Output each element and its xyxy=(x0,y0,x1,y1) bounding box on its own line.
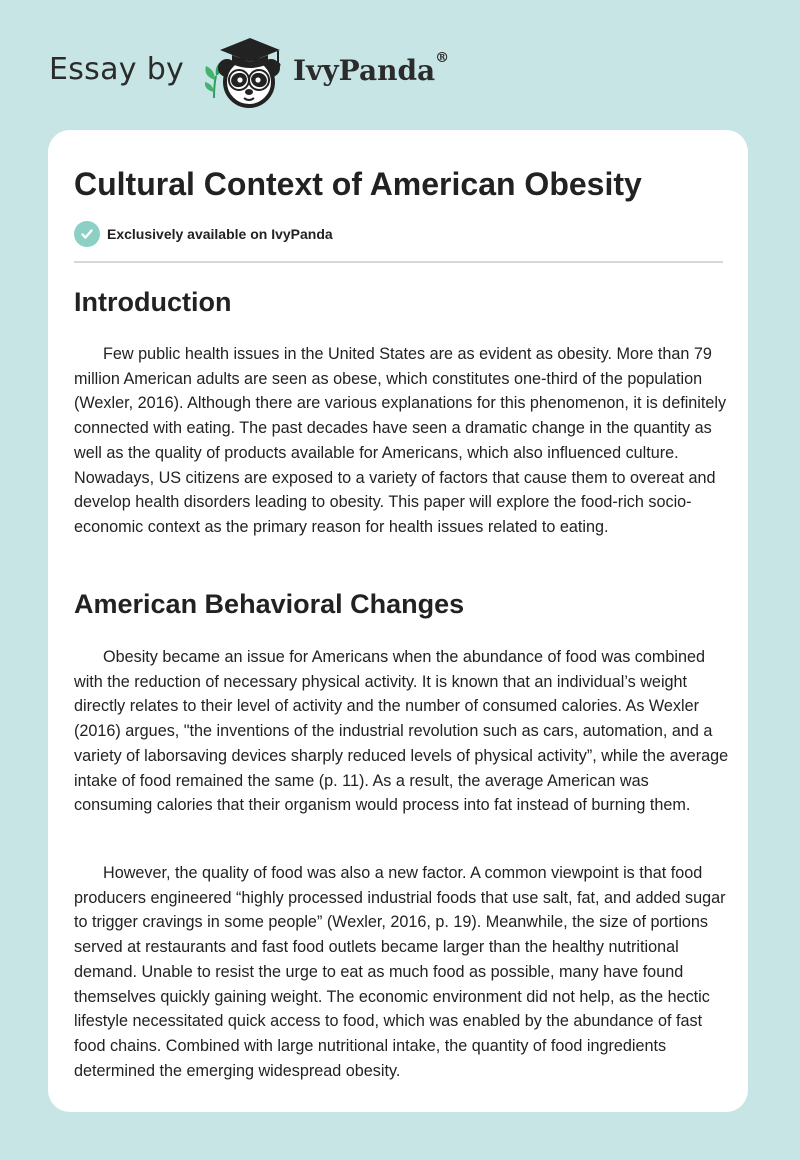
brand-name-text: IvyPanda xyxy=(293,54,436,87)
badge-text: Exclusively available on IvyPanda xyxy=(107,226,333,242)
paragraph-behavioral-2: However, the quality of food was also a new factor. A common viewpoint is that food producers engineered “highly processed industrial foods that use salt, fat, and added sugar to trigger cravings in some people” (Wexler, 2016, p. 19). Meanwhile, the size of portions served at restaurants and fast food outlets became larger than the healthy nutritional demand. Unable to resist the urge to eat as much food as possible, many have found themselves quickly gaining weight. The economic environment did not help, as the hectic lifestyle necessitated quick access to food, which was enabled by the abundance of fast food chains. Combined with large nutritional intake, the quantity of food ingredients determined the emerging widespread obesity. xyxy=(74,864,726,1080)
section-heading-introduction: Introduction xyxy=(74,287,232,317)
exclusive-badge xyxy=(74,221,333,247)
section-heading-american-behavioral-changes: American Behavioral Changes xyxy=(74,589,465,619)
brand-prefix: Essay by xyxy=(49,52,185,87)
page-title: Cultural Context of American Obesity xyxy=(74,166,642,202)
panda-graduate-logo-icon[interactable] xyxy=(200,36,288,110)
check-icon xyxy=(74,221,100,247)
registered-mark: ® xyxy=(435,50,450,66)
essay-card xyxy=(48,130,748,1112)
brand-name[interactable] xyxy=(293,50,450,87)
paragraph-behavioral-1: Obesity became an issue for Americans when the abundance of food was combined with the reduction of necessary physical activity. It is known that an individual’s weight directly relates to their level of activity and the number of consumed calories. As Wexler (2016) argues, "the inventions of the industrial revolution such as cars, automation, and a variety of laborsaving devices sharply reduced levels of physical activity”, while the average intake of food remained the same (p. 11). As a result, the average American was consuming calories that their organism would process into fat instead of burning them. xyxy=(74,648,729,815)
divider xyxy=(74,261,723,263)
site-header xyxy=(0,0,800,130)
paragraph-introduction-1: Few public health issues in the United States are as evident as obesity. More than 79 million American adults are seen as obese, which constitutes one-third of the population (Wexler, 2016). Although there are various explanations for this phenomenon, it is definitely connected with eating. The past decades have seen a dramatic change in the quantity as well as the quality of products available for Americans, which also influenced culture. Nowadays, US citizens are exposed to a variety of factors that cause them to overeat and develop health disorders leading to obesity. This paper will explore the food-rich socio-economic context as the primary reason for health issues related to eating. xyxy=(74,345,727,536)
